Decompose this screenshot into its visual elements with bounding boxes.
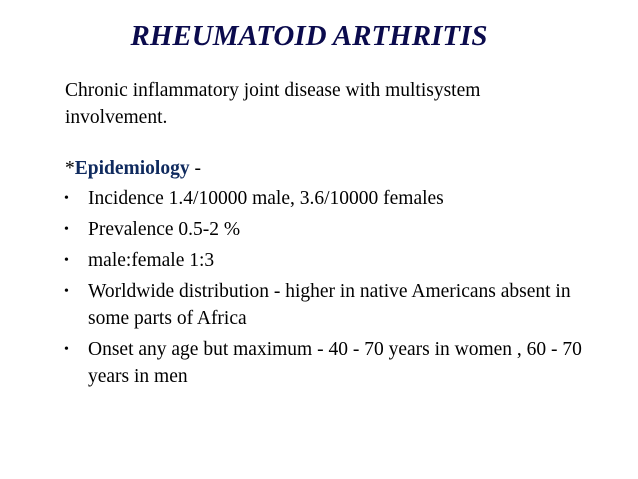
list-item-text: Worldwide distribution - higher in native Americans absent in some parts of Africa [88,281,571,329]
slide-title: RHEUMATOID ARTHRITIS [130,20,488,52]
list-item-text: male:female 1:3 [88,250,215,271]
list-item-text: Prevalence 0.5-2 % [88,219,241,240]
bullet-icon: • [64,222,69,237]
bullet-icon: • [64,253,69,268]
bullet-icon: • [64,342,69,357]
section-suffix: - [189,158,201,179]
list-item [62,216,602,243]
list-item [62,247,602,274]
bullet-icon: • [64,284,69,299]
section-heading [65,155,201,182]
list-item-text: Incidence 1.4/10000 male, 3.6/10000 females [88,188,444,209]
section-label: Epidemiology [74,158,190,179]
epidemiology-list [62,185,602,394]
bullet-icon: • [64,191,69,206]
list-item-text: Onset any age but maximum - 40 - 70 years in women , 60 - 70 years in men [88,339,582,387]
list-item [62,278,602,332]
section-prefix: * [65,158,75,179]
intro-text: Chronic inflammatory joint disease with multisystem involvement. [65,80,481,128]
list-item [62,185,602,212]
list-item [62,336,602,390]
